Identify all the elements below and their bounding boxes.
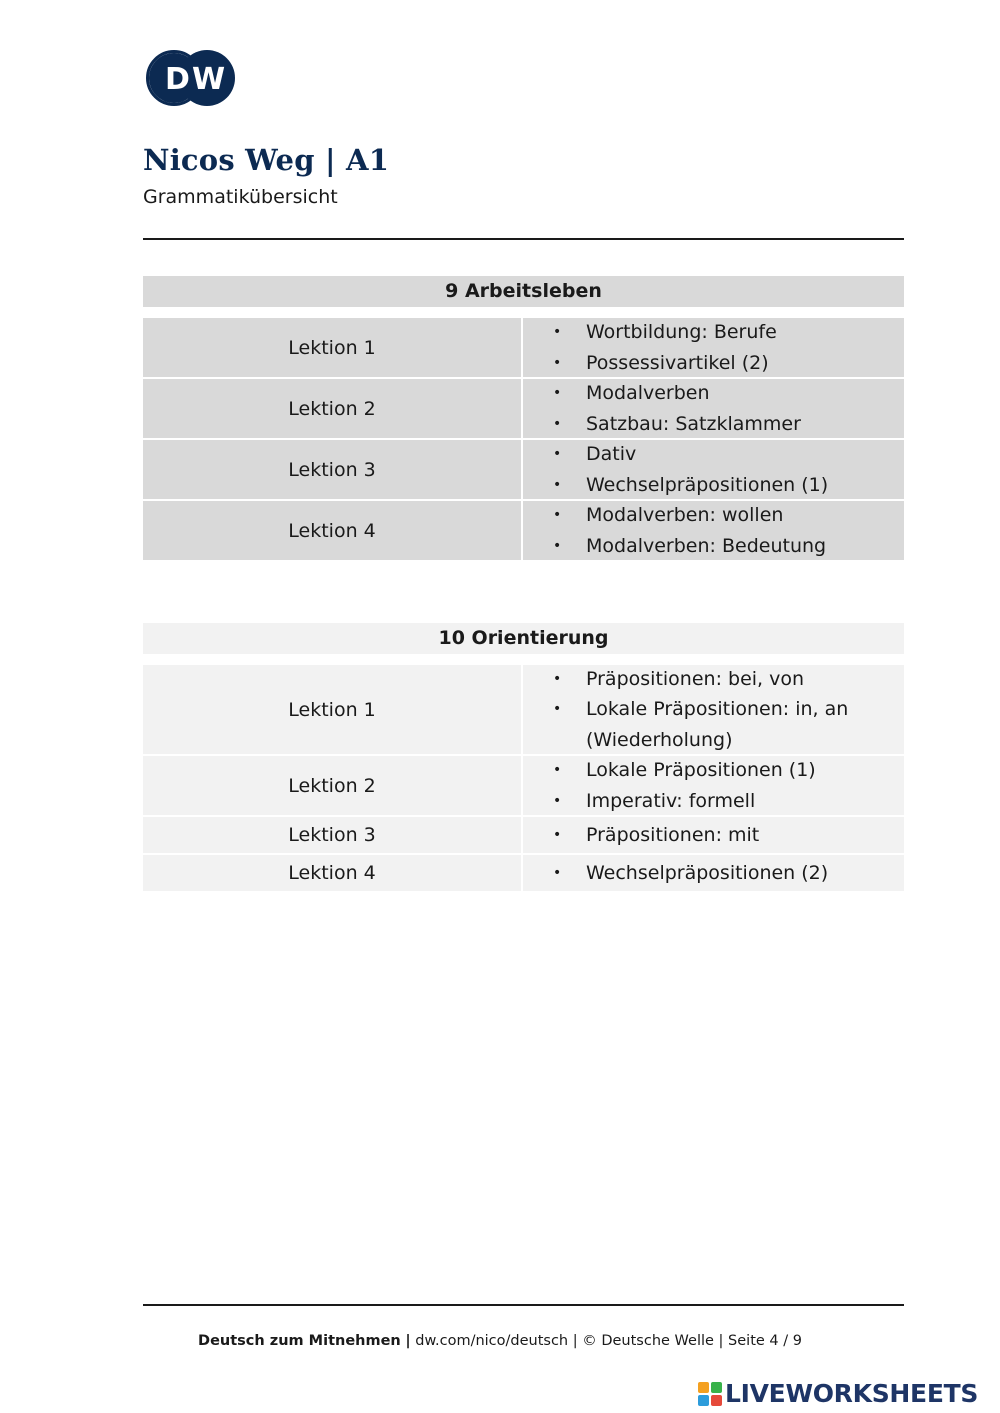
table-row [143,440,904,499]
logo-letter-w: W [192,62,226,97]
liveworksheets-text: LIVEWORKSHEETS [725,1379,979,1408]
lesson-label: Lektion 4 [143,501,521,560]
section-heading: 9 Arbeitsleben [143,276,904,307]
bullet-icon: • [553,446,562,462]
footer-separator: | [405,1333,411,1349]
topic-text: Dativ [586,443,637,465]
page-subtitle: Grammatikübersicht [143,186,338,208]
topic-text: Präpositionen: bei, von [586,667,805,690]
list-item [553,439,894,470]
bullet-icon: • [553,385,562,401]
page-footer [0,1333,1000,1349]
bullet-icon: • [553,507,562,523]
list-item [553,470,894,501]
list-item [553,664,894,695]
list-item [553,531,894,562]
table-row [143,379,904,438]
list-item [553,755,894,786]
table-row [143,318,904,377]
bullet-icon: • [553,826,562,843]
lesson-label: Lektion 2 [143,379,521,438]
dw-logo [146,50,236,110]
topic-text: Modalverben: Bedeutung [586,534,827,557]
table-row [143,756,904,815]
topic-text: Wechselpräpositionen (2) [586,861,829,884]
grammar-topics [523,756,904,815]
grammar-topics [523,855,904,891]
topic-text: Modalverben: wollen [586,504,784,526]
list-item [553,786,894,817]
grammar-topics [523,440,904,499]
bullet-icon: • [553,354,562,371]
lesson-table [143,318,904,562]
lesson-label: Lektion 3 [143,440,521,499]
table-row [143,855,904,891]
liveworksheets-badge-icon [698,1382,722,1406]
table-row [143,501,904,560]
lesson-label: Lektion 3 [143,817,521,853]
section-heading: 10 Orientierung [143,623,904,654]
page-title: Nicos Weg | A1 [143,143,390,177]
grammar-topics [523,817,904,853]
grammar-topics [523,501,904,560]
bullet-icon: • [553,762,562,778]
grammar-topics [523,379,904,438]
topic-text: Wortbildung: Berufe [586,321,777,343]
list-item [553,500,894,531]
topic-text: Satzbau: Satzklammer [586,412,801,435]
bullet-icon: • [553,670,562,687]
list-item [553,858,894,889]
logo-letter-d: D [165,62,190,97]
topic-text: Wechselpräpositionen (1) [586,473,829,496]
topic-text: Modalverben [586,382,710,404]
topic-text: Imperativ: formell [586,789,756,812]
list-item [553,348,894,379]
bullet-icon: • [553,476,562,493]
lesson-label: Lektion 1 [143,318,521,377]
lesson-table [143,665,904,893]
dw-logo-mark [146,50,236,106]
grammar-topics [523,665,904,754]
bullet-icon: • [553,864,562,881]
lesson-label: Lektion 1 [143,665,521,754]
lesson-label: Lektion 2 [143,756,521,815]
bullet-icon: • [553,415,562,432]
footer-rule [143,1304,904,1306]
bullet-icon: • [553,324,562,340]
grammar-topics [523,318,904,377]
list-item [553,378,894,409]
header-rule [143,238,904,240]
list-item [553,409,894,440]
topic-text: Lokale Präpositionen (1) [586,759,816,781]
list-item [553,694,894,755]
bullet-icon: • [553,701,562,718]
bullet-icon: • [553,537,562,554]
liveworksheets-watermark [698,1379,978,1408]
table-row [143,817,904,853]
topic-text: Präpositionen: mit [586,823,760,846]
footer-brand: Deutsch zum Mitnehmen [198,1333,401,1349]
footer-info: dw.com/nico/deutsch | © Deutsche Welle | Seite 4 / 9 [415,1333,802,1349]
lesson-label: Lektion 4 [143,855,521,891]
table-row [143,665,904,754]
topic-text: Lokale Präpositionen: in, an (Wiederholung) [586,698,849,751]
list-item [553,317,894,348]
list-item [553,820,894,851]
topic-text: Possessivartikel (2) [586,351,769,374]
bullet-icon: • [553,792,562,809]
